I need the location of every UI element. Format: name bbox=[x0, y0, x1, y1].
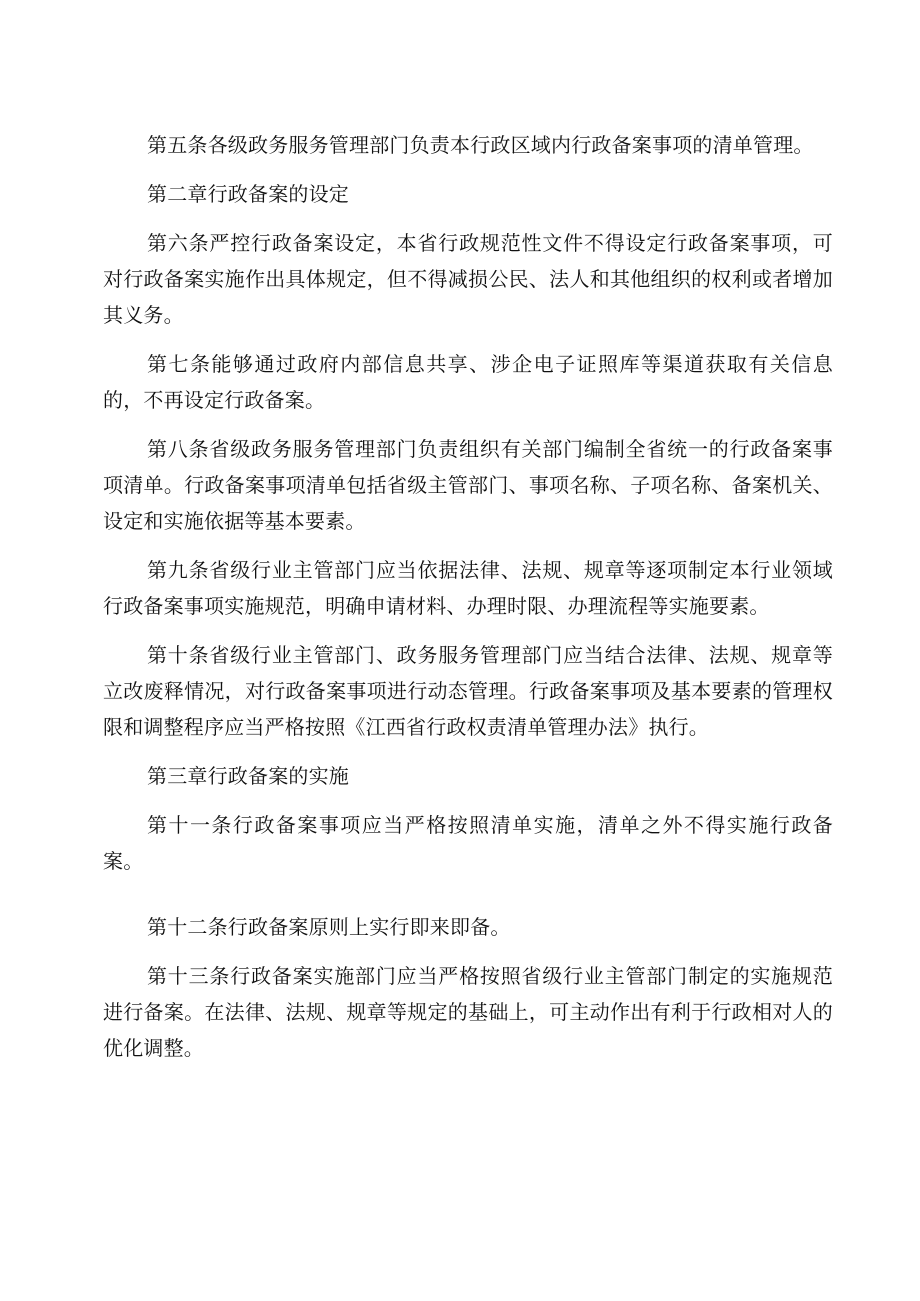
article-11: 第十一条行政备案事项应当严格按照清单实施，清单之外不得实施行政备案。 bbox=[103, 813, 833, 873]
article-12: 第十二条行政备案原则上实行即来即备。 bbox=[147, 915, 511, 939]
article-8: 第八条省级政务服务管理部门负责组织有关部门编制全省统一的行政备案事项清单。行政备案事项清单包括省级主管部门、事项名称、子项名称、备案机关、设定和实施依据等基本要素。 bbox=[103, 437, 833, 533]
article-7: 第七条能够通过政府内部信息共享、涉企电子证照库等渠道获取有关信息的，不再设定行政备案。 bbox=[103, 352, 833, 412]
article-13: 第十三条行政备案实施部门应当严格按照省级行业主管部门制定的实施规范进行备案。在法律、法规、规章等规定的基础上，可主动作出有利于行政相对人的优化调整。 bbox=[103, 964, 833, 1060]
chapter-3-heading: 第三章行政备案的实施 bbox=[147, 764, 349, 788]
article-6: 第六条严控行政备案设定，本省行政规范性文件不得设定行政备案事项，可对行政备案实施作出具体规定，但不得减损公民、法人和其他组织的权利或者增加其义务。 bbox=[103, 231, 833, 327]
article-9: 第九条省级行业主管部门应当依据法律、法规、规章等逐项制定本行业领域行政备案事项实施规范，明确申请材料、办理时限、办理流程等实施要素。 bbox=[103, 558, 833, 618]
document-body bbox=[103, 127, 833, 1079]
chapter-2-heading: 第二章行政备案的设定 bbox=[147, 182, 349, 206]
article-10: 第十条省级行业主管部门、政务服务管理部门应当结合法律、法规、规章等立改废释情况，对行政备案事项进行动态管理。行政备案事项及基本要素的管理权限和调整程序应当严格按照《江西省行政权责清单管理办法》执行。 bbox=[103, 643, 833, 739]
article-5: 第五条各级政务服务管理部门负责本行政区域内行政备案事项的清单管理。 bbox=[147, 133, 814, 157]
